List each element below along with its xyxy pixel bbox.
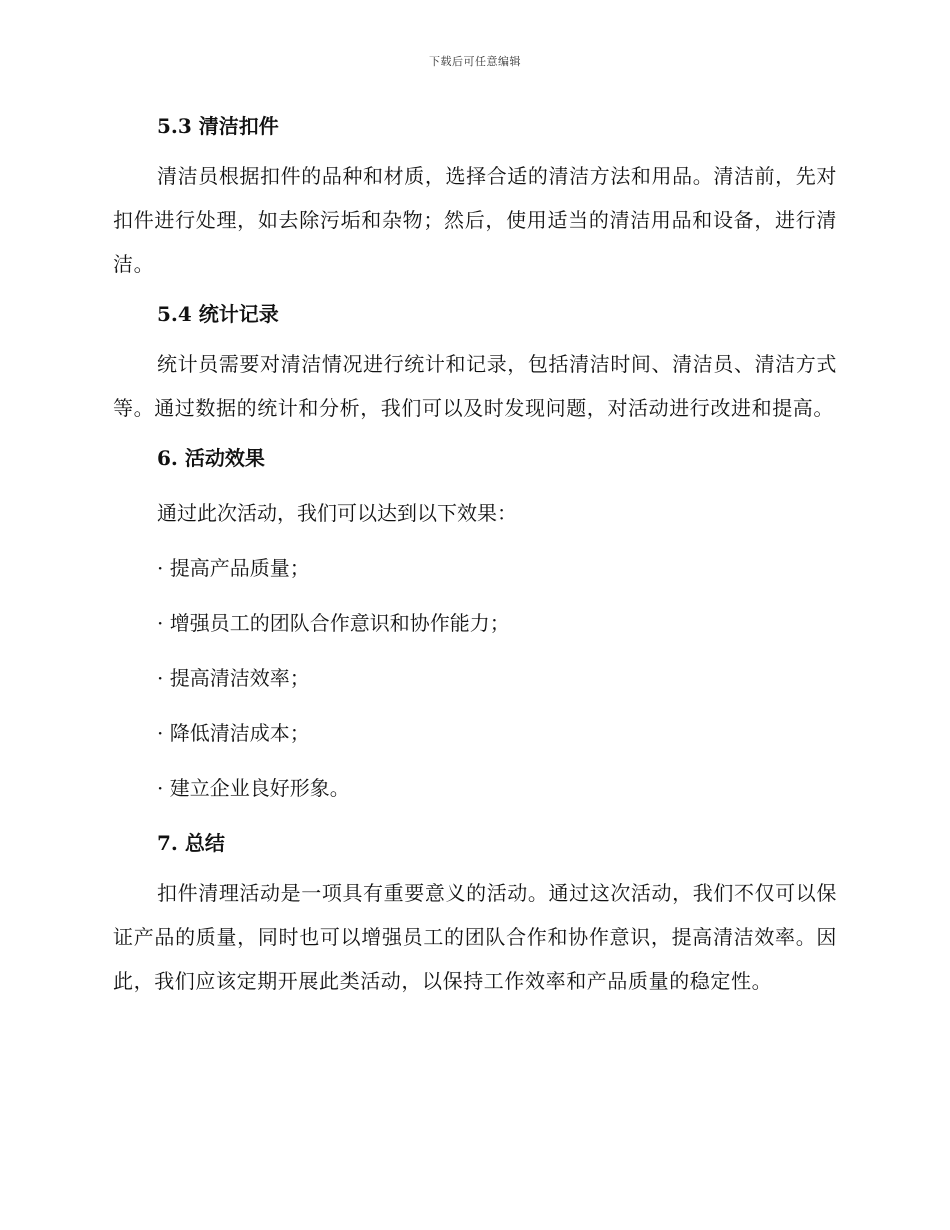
section-paragraph-5-4: 统计员需要对清洁情况进行统计和记录，包括清洁时间、清洁员、清洁方式等。通过数据的统计和分析，我们可以及时发现问题，对活动进行改进和提高。 bbox=[113, 352, 837, 420]
document-body bbox=[113, 108, 837, 1003]
list-item: · 提高清洁效率； bbox=[157, 666, 310, 690]
section-heading-5-3: 5.3 清洁扣件 bbox=[157, 114, 279, 138]
list-item: · 建立企业良好形象。 bbox=[157, 776, 350, 800]
list-item: · 降低清洁成本； bbox=[157, 721, 310, 745]
section-intro-6: 通过此次活动，我们可以达到以下效果： bbox=[157, 501, 517, 525]
page-header: 下载后可任意编辑 bbox=[429, 55, 521, 68]
section-paragraph-5-3: 清洁员根据扣件的品种和材质，选择合适的清洁方法和用品。清洁前，先对扣件进行处理，如去除污垢和杂物；然后，使用适当的清洁用品和设备，进行清洁。 bbox=[113, 164, 837, 276]
section-heading-7: 7. 总结 bbox=[157, 831, 225, 855]
list-item: · 提高产品质量； bbox=[157, 556, 310, 580]
section-heading-5-4: 5.4 统计记录 bbox=[157, 302, 279, 326]
list-item: · 增强员工的团队合作意识和协作能力； bbox=[157, 611, 510, 635]
section-heading-6: 6. 活动效果 bbox=[157, 446, 265, 470]
section-paragraph-7: 扣件清理活动是一项具有重要意义的活动。通过这次活动，我们不仅可以保证产品的质量，同时也可以增强员工的团队合作和协作意识，提高清洁效率。因此，我们应该定期开展此类活动，以保持工作效率和产品质量的稳定性。 bbox=[113, 881, 837, 993]
